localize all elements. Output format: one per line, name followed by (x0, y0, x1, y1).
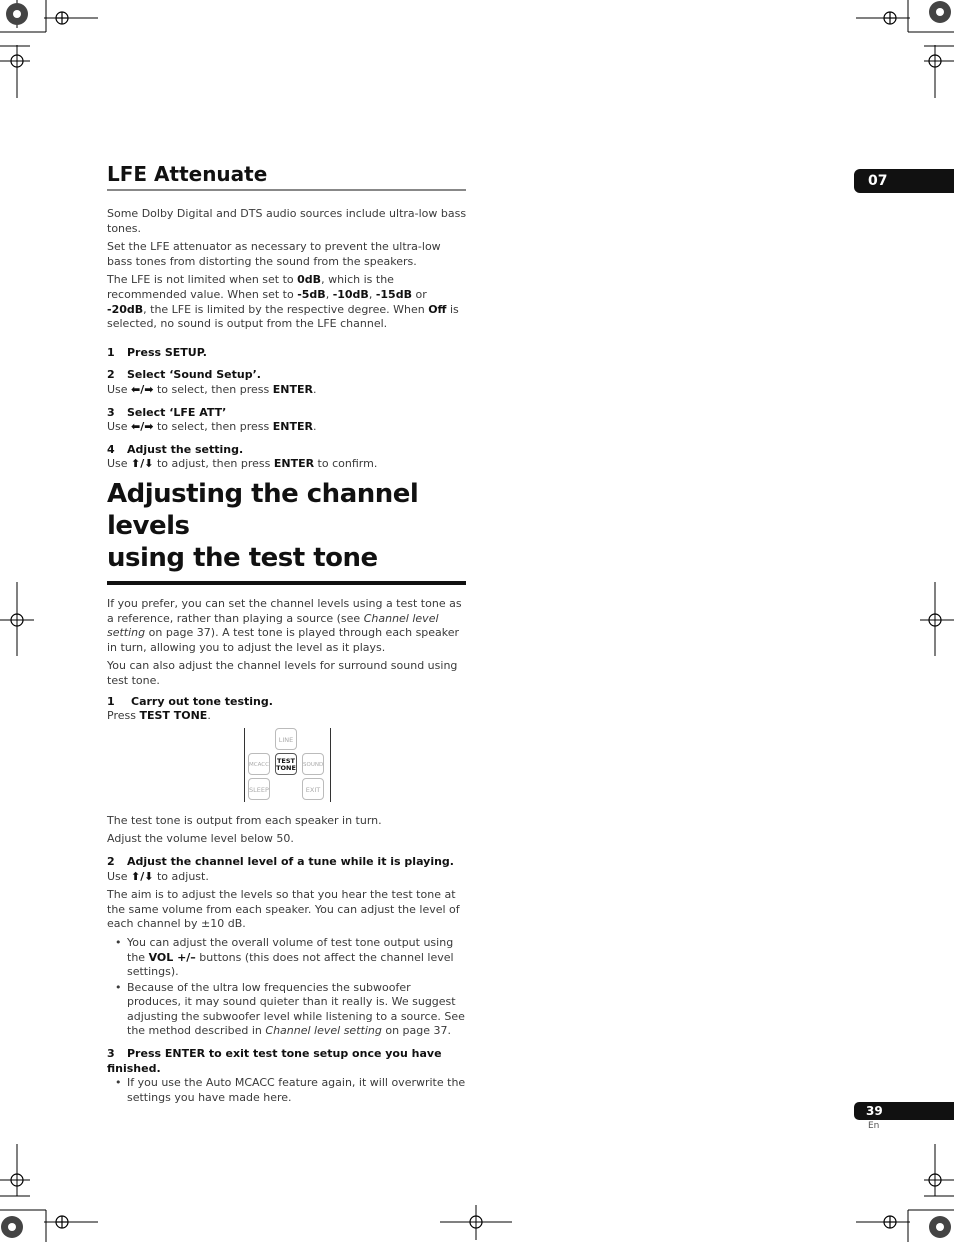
channel-step-2-detail: Use ⬆/⬇ to adjust. (107, 869, 209, 883)
left-right-arrow-icon: ⬅/➡ (131, 382, 154, 396)
channel-para-2: You can also adjust the channel levels for surround sound using test tone. (107, 659, 458, 687)
lfe-step-3-detail: Use ⬅/➡ to select, then press ENTER. (107, 420, 317, 434)
lfe-step-2: 2 Select ‘Sound Setup’. (107, 368, 261, 382)
channel-bullet-2: • Because of the ultra low frequencies the subwoofer produces, it may sound quieter than it really is. We suggest adjusting the subwoofer level while listening to a source. See the method described in Channel level setting on page 37. (107, 981, 467, 1039)
channel-bullet-3: • If you use the Auto MCACC feature again, it will overwrite the settings you have made here. (107, 1076, 467, 1105)
lfe-steps (107, 346, 467, 472)
remote-mcacc-button: MCACC (248, 753, 270, 775)
channel-step-3: 3 Press ENTER to exit test tone setup once you have finished. (107, 1047, 442, 1075)
chapter-number: 07 (868, 173, 888, 189)
channel-heading-rule (107, 581, 466, 585)
chapter-tab (854, 169, 954, 193)
up-down-arrow-icon: ⬆/⬇ (131, 457, 154, 471)
lfe-heading-rule (107, 189, 466, 191)
lfe-step-2-detail: Use ⬅/➡ to select, then press ENTER. (107, 382, 317, 396)
remote-line-button: LINE (275, 728, 297, 750)
lfe-para-1: Some Dolby Digital and DTS audio sources include ultra-low bass tones. (107, 207, 467, 235)
remote-exit-button: EXIT (302, 778, 324, 800)
left-right-arrow-icon: ⬅/➡ (131, 420, 154, 434)
lfe-section (107, 162, 467, 472)
channel-bullet-1: • You can adjust the overall volume of test tone output using the VOL +/– buttons (this does not affect the channel level settings). (107, 936, 467, 980)
channel-after-1: The test tone is output from each speaker in turn. (107, 813, 382, 827)
lfe-para-2: Set the LFE attenuator as necessary to prevent the ultra-low bass tones from distorting the sound from the speakers. (107, 240, 441, 268)
channel-para-1: If you prefer, you can set the channel levels using a test tone as a reference, rather than playing a source (see Channel level setting on page 37). A test tone is played through each speaker in turn, allowing you to adjust the level as it plays. (107, 597, 462, 654)
remote-sound-button: SOUND (302, 753, 324, 775)
channel-step-1: 1 Carry out tone testing. (107, 694, 273, 708)
lfe-step-3: 3 Select ‘LFE ATT’ (107, 405, 227, 419)
remote-sleep-button: SLEEP (248, 778, 270, 800)
lfe-step-4-detail: Use ⬆/⬇ to adjust, then press ENTER to confirm. (107, 457, 378, 471)
remote-test-tone-button: TEST TONE (275, 753, 297, 775)
remote-illustration (244, 728, 331, 802)
channel-step-2: 2 Adjust the channel level of a tune while it is playing. (107, 854, 454, 868)
channel-heading: Adjusting the channel levels using the test tone (107, 479, 419, 573)
lfe-para-3: The LFE is not limited when set to 0dB, which is the recommended value. When set to -5dB, -10dB, -15dB or -20dB, the LFE is limited by the respective degree. When Off is selected, no sound is output from the LFE channel. (107, 273, 459, 331)
language-label: En (868, 1121, 880, 1131)
lfe-step-1: 1 Press SETUP. (107, 345, 207, 359)
channel-section (107, 478, 467, 1106)
channel-step-1-detail: Press TEST TONE. (107, 709, 211, 723)
up-down-arrow-icon: ⬆/⬇ (131, 869, 154, 883)
lfe-step-4: 4 Adjust the setting. (107, 442, 244, 456)
page-number: 39 (866, 1104, 883, 1118)
channel-aim: The aim is to adjust the levels so that you hear the test tone at the same volume from each speaker. You can adjust the level of each channel by ±10 dB. (107, 888, 460, 931)
page-number-tab (854, 1102, 954, 1120)
channel-after-2: Adjust the volume level below 50. (107, 832, 294, 846)
lfe-heading: LFE Attenuate (107, 162, 268, 186)
